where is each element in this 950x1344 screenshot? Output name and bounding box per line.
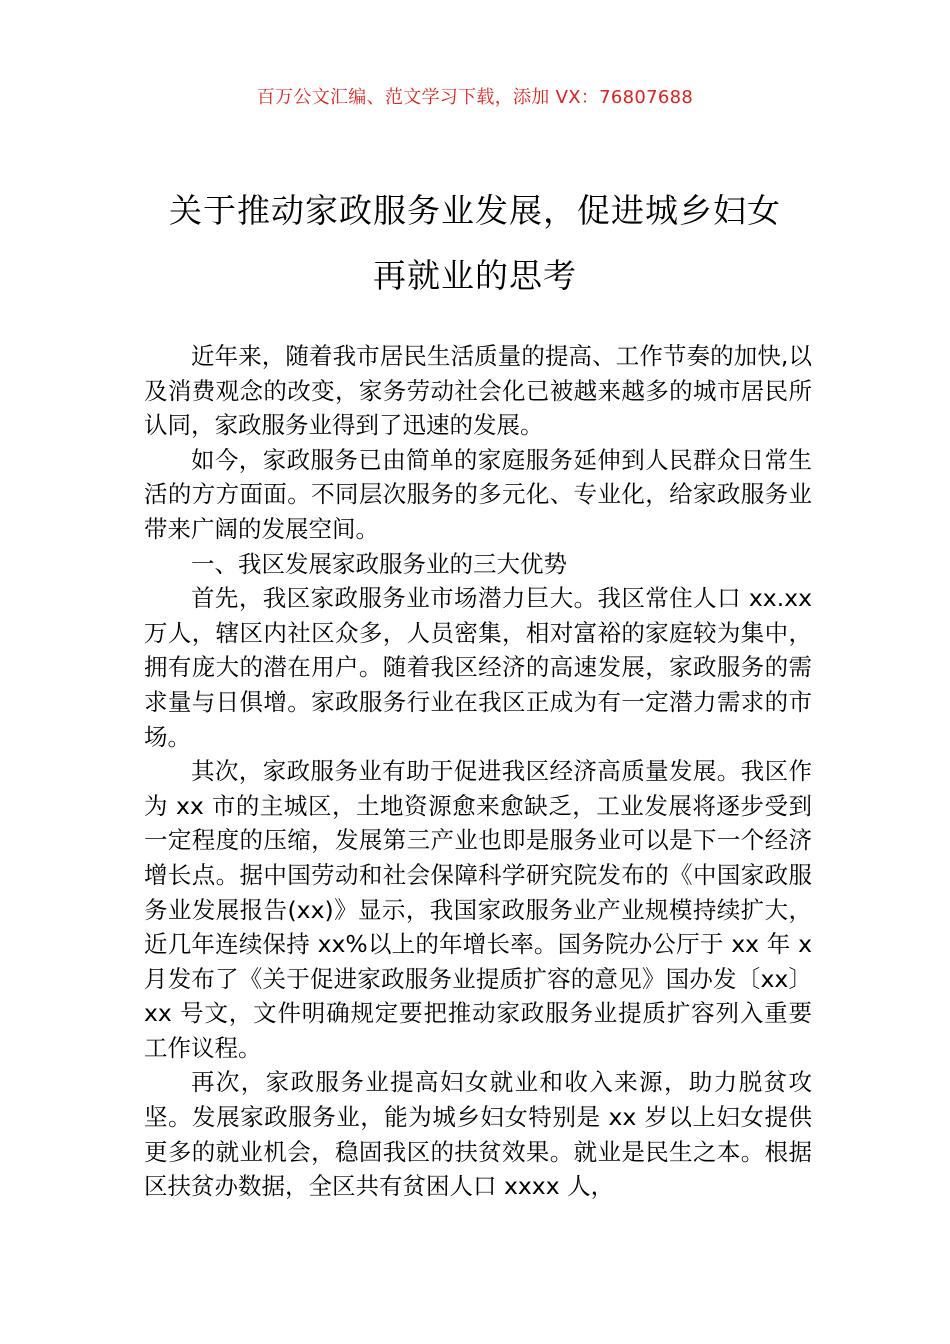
- document-title-line-2: 再就业的思考: [373, 256, 577, 295]
- header-promo-note: 百万公文汇编、范文学习下载，添加 VX：76807688: [256, 87, 694, 108]
- paragraph-second-advantage: 其次，家政服务业有助于促进我区经济高质量发展。我区作为 xx 市的主城区，土地资源愈来愈缺乏，工业发展将逐步受到一定程度的压缩，发展第三产业也即是服务业可以是下一个经济增长点。据中国劳动和社会保障科学研究院发布的《中国家政服务业发展报告(xx)》显示，我国家政服务业产业规模持续扩大，近几年连续保持 xx%以上的年增长率。国务院办公厅于 xx 年 x 月发布了《关于促进家政服务业提质扩容的意见》国办发〔xx〕xx 号文，文件明确规定要把推动家政服务业提质扩容列入重要工作议程。: [144, 757, 812, 1062]
- paragraph-first-advantage: 首先，我区家政服务业市场潜力巨大。我区常住人口 xx.xx 万人，辖区内社区众多，人员密集，相对富裕的家庭较为集中，拥有庞大的潜在用户。随着我区经济的高速发展，家政服务的需求量与日俱增。家政服务行业在我区正成为有一定潜力需求的市场。: [144, 584, 812, 751]
- section-heading-advantages: 一、我区发展家政服务业的三大优势: [191, 549, 567, 578]
- document-title-line-1: 关于推动家政服务业发展，促进城乡妇女: [169, 191, 781, 230]
- paragraph-third-advantage: 再次，家政服务业提高妇女就业和收入来源，助力脱贫攻坚。发展家政服务业，能为城乡妇女特别是 xx 岁以上妇女提供更多的就业机会，稳固我区的扶贫效果。就业是民生之本。根据区扶贫办数据，全区共有贫困人口 xxxx 人，: [144, 1068, 812, 1201]
- document-title: [120, 178, 830, 308]
- paragraph-intro: 近年来，随着我市居民生活质量的提高、工作节奏的加快,以及消费观念的改变，家务劳动社会化已被越来越多的城市居民所认同，家政服务业得到了迅速的发展。: [144, 342, 812, 440]
- paragraph-current-status: 如今，家政服务已由简单的家庭服务延伸到人民群众日常生活的方方面面。不同层次服务的多元化、专业化，给家政服务业带来广阔的发展空间。: [144, 445, 812, 543]
- document-body: [144, 339, 812, 1204]
